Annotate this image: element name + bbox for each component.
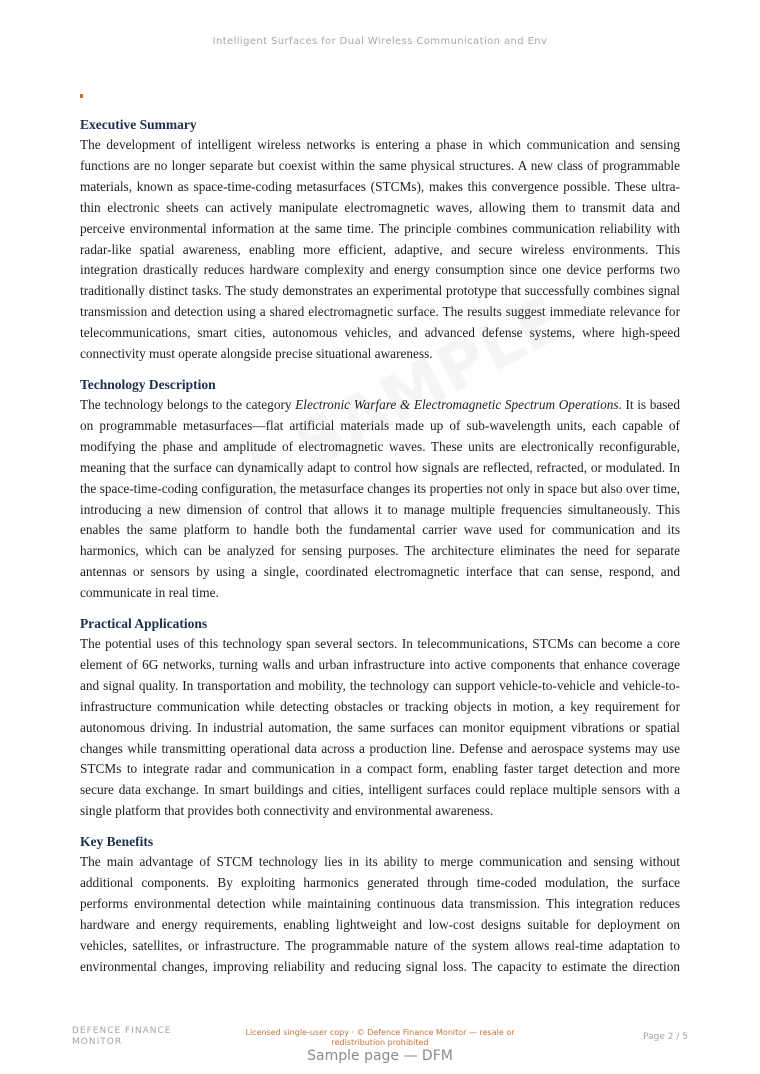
category-name: Electronic Warfare & Electromagnetic Spectrum Operations xyxy=(295,396,619,412)
section-title: Executive Summary xyxy=(80,117,197,132)
section-paragraph: The main advantage of STCM technology lies in its ability to merge communication and sensing without additional components. By exploiting harmonics generated through time-coded modulation, the surface performs environmental detection while maintaining continuous data transmission. This integration reduces hardware and energy requirements, enabling lightweight and low-cost designs suitable for deployment on vehicles, satellites, or infrastructure. The programmable nature of the system allows real-time adaptation to environmental changes, improving reliability and reducing signal loss. The capacity to estimate the direction xyxy=(80,854,680,974)
paragraph-text: The technology belongs to the category xyxy=(80,396,296,412)
paragraph-text: . It is based on programmable metasurfaces—flat artificial materials made up of sub-wavelength units, each capable of modifying the phase and amplitude of electromagnetic waves. These units are electronically reconfigurable, meaning that the surface can dynamically adapt to control how signals are reflected, refracted, or modulated. In the space-time-coding configuration, the metasurface changes its properties not only in space but also over time, introducing a new dimension of control that allows it to manage multiple frequencies simultaneously. This enables the same platform to handle both the fundamental carrier wave used for communication and its harmonics, which can be analyzed for sensing purposes. The architecture eliminates the need for separate antennas or sensors by using a single, coordinated electromagnetic interface that can sense, respond, and communicate in real time. xyxy=(80,396,680,601)
sample-label: Sample page — DFM xyxy=(307,1048,453,1064)
accent-mark xyxy=(80,94,83,98)
section-executive-summary xyxy=(80,114,680,365)
section-technology-description xyxy=(80,374,680,604)
section-paragraph: The potential uses of this technology span several sectors. In telecommunications, STCMs can become a core element of 6G networks, turning walls and urban infrastructure into active components that enhance coverage and signal quality. In transportation and mobility, the technology can support vehicle-to-vehicle and vehicle-to-infrastructure communication while detecting obstacles or tracking objects in motion, a key requirement for autonomous driving. In industrial automation, the same surfaces can monitor equipment vibrations or spatial changes while transmitting operational data across a production line. Defense and aerospace systems may use STCMs to integrate radar and communication in a compact form, enabling faster target detection and more secure data exchange. In smart buildings and cities, intelligent surfaces could replace multiple sensors with a single platform that provides both connectivity and environmental awareness. xyxy=(80,636,680,819)
document-body xyxy=(80,114,680,987)
footer-brand: DEFENCE FINANCE MONITOR xyxy=(72,1026,172,1047)
section-title: Technology Description xyxy=(80,376,216,392)
section-paragraph: The development of intelligent wireless networks is entering a phase in which communication and sensing functions are no longer separate but coexist within the same physical structures. A new class of programmable materials, known as space-time-coding metasurfaces (STCMs), makes this convergence possible. These ultra-thin electronic sheets can actively manipulate electromagnetic waves, allowing them to transmit data and perceive environmental information at the same time. The principle combines communication reliability with radar-like spatial awareness, enabling more efficient, adaptive, and secure wireless environments. This integration drastically reduces hardware complexity and energy consumption since one device performs two traditionally distinct tasks. The study demonstrates an experimental prototype that successfully combines signal transmission and detection using a shared electromagnetic surface. The results suggest immediate relevance for telecommunications, smart cities, autonomous vehicles, and advanced defense systems, where high-speed connectivity must operate alongside precise situational awareness. xyxy=(80,137,680,362)
footer-license-notice: Licensed single-user copy · © Defence Finance Monitor — resale or redistribution prohibited xyxy=(245,1028,515,1047)
running-header: Intelligent Surfaces for Dual Wireless Communication and Env xyxy=(212,36,548,47)
section-key-benefits xyxy=(80,831,680,977)
section-paragraph xyxy=(80,395,680,604)
section-practical-applications xyxy=(80,613,680,822)
page-number: Page 2 / 5 xyxy=(643,1032,688,1042)
section-title: Practical Applications xyxy=(80,616,208,632)
section-title: Key Benefits xyxy=(80,834,154,850)
